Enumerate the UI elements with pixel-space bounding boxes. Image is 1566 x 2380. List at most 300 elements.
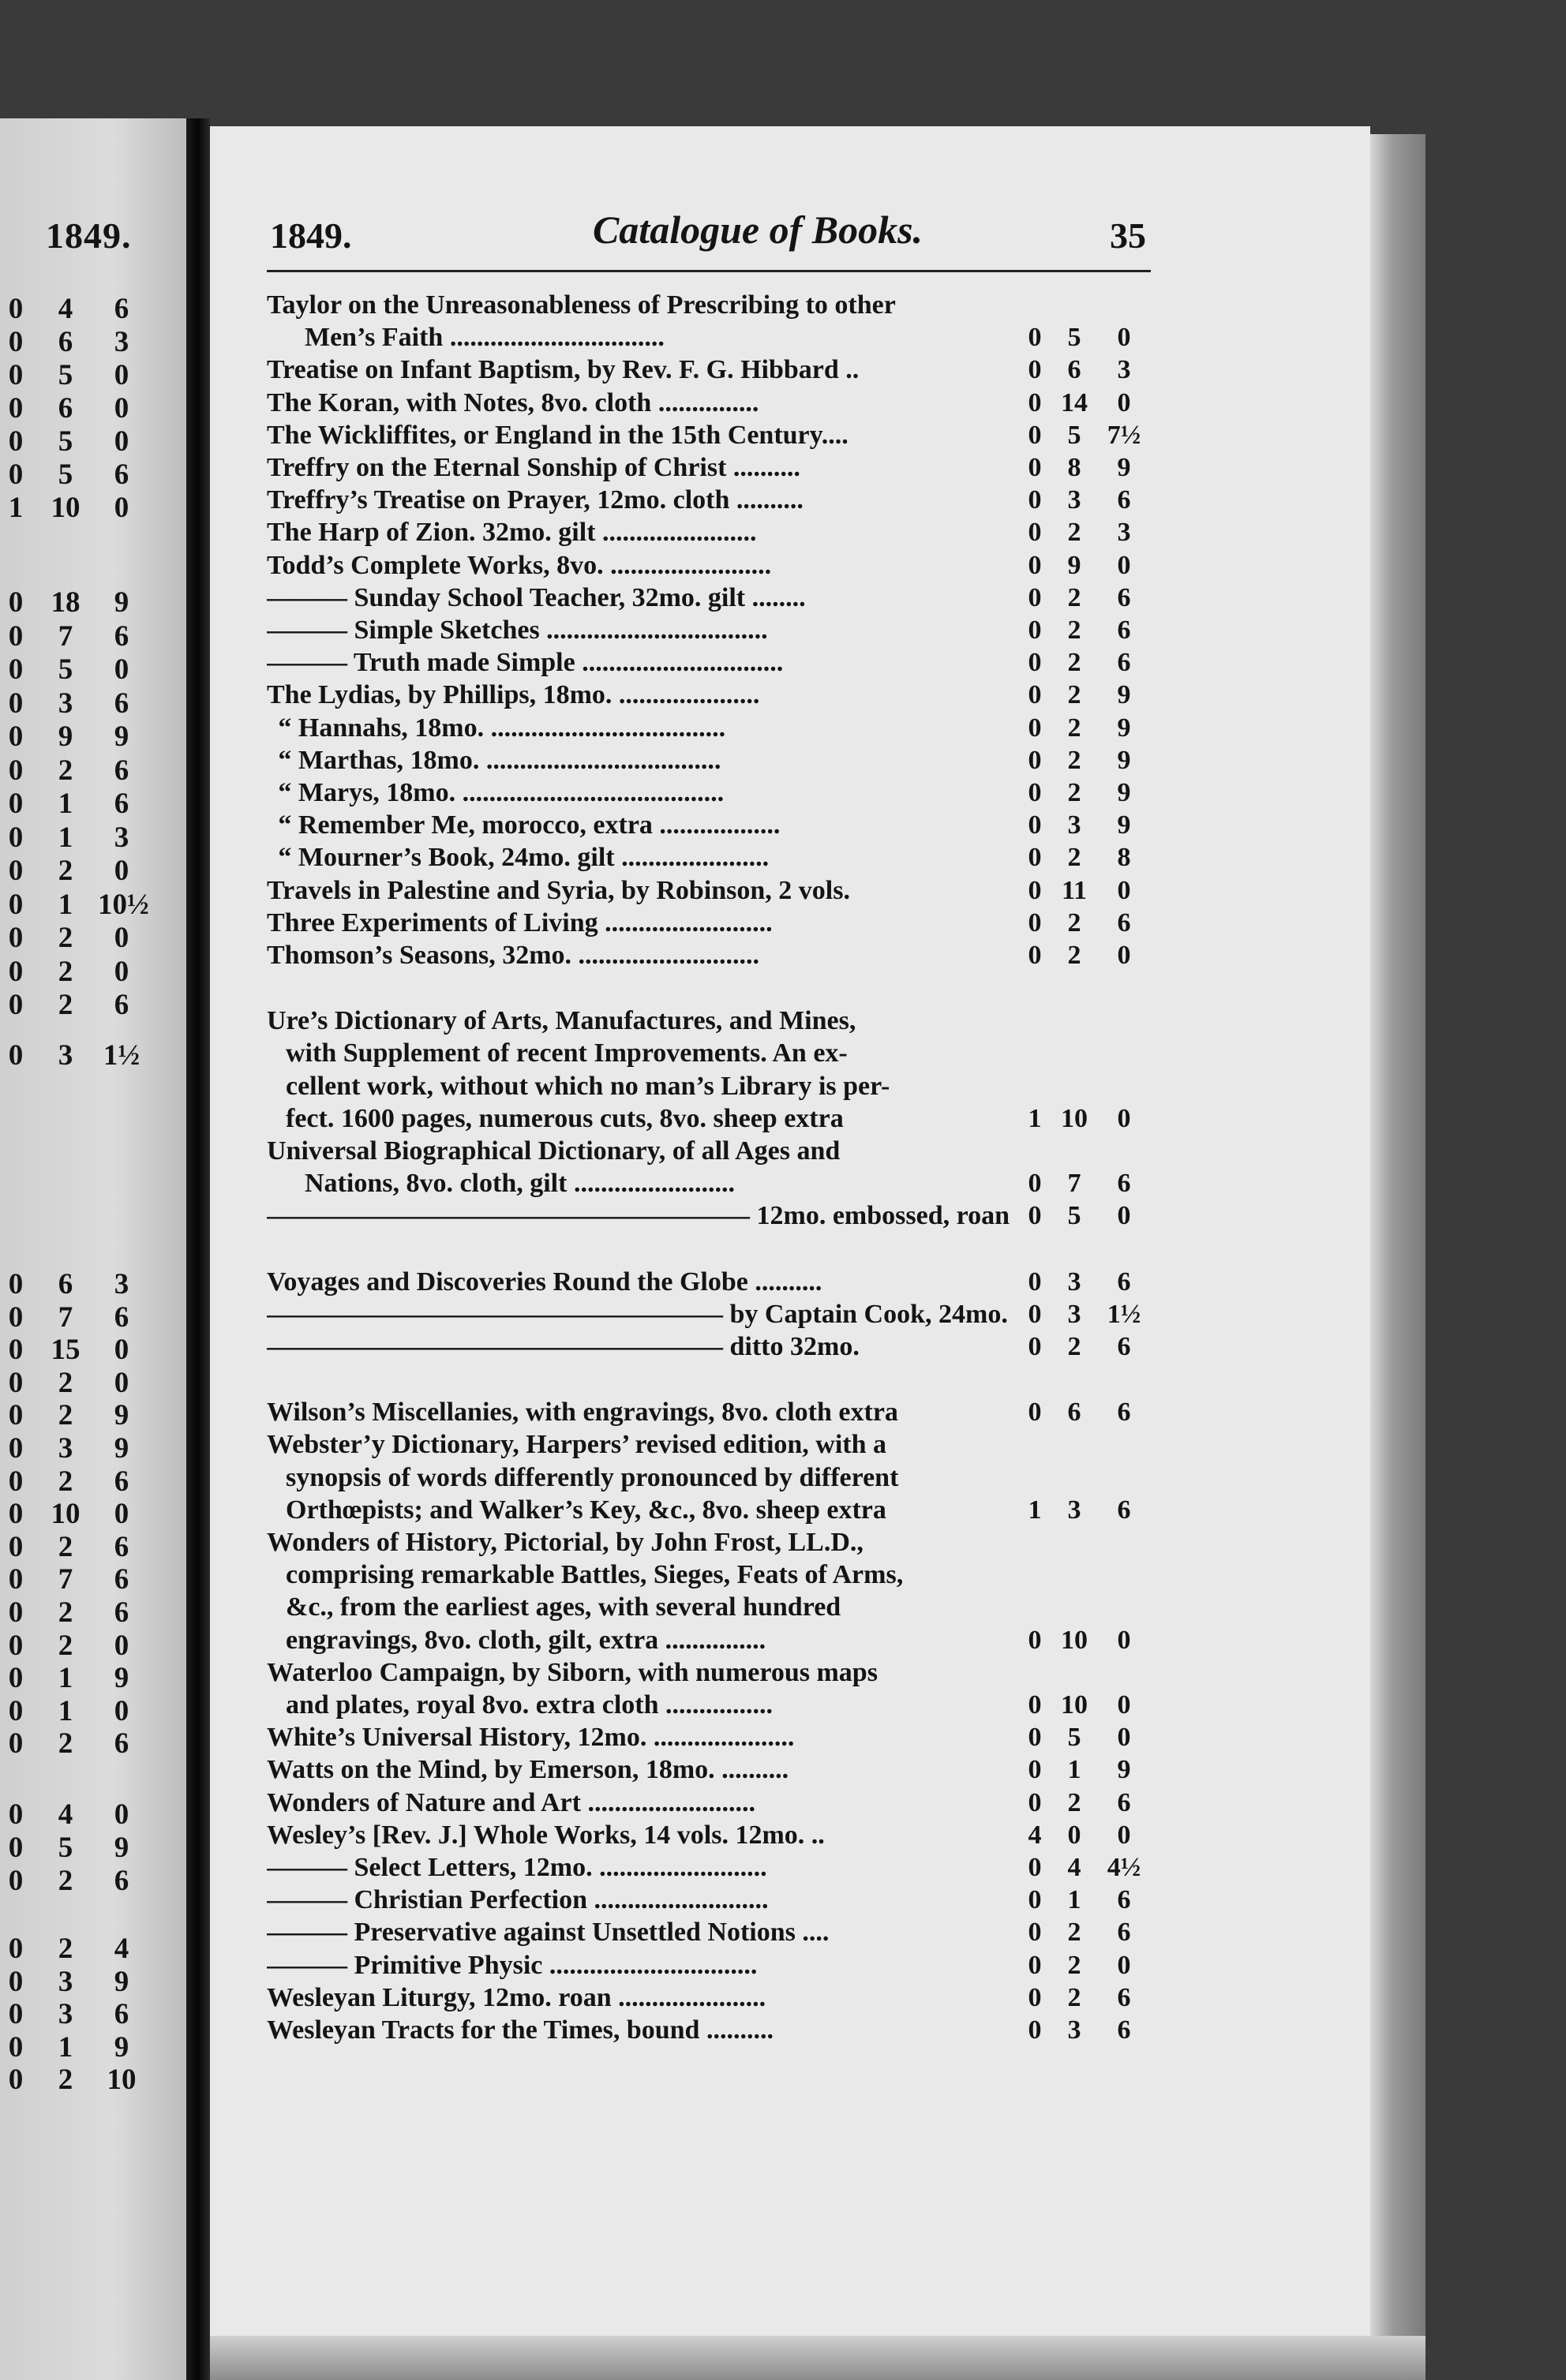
- catalogue-entry-line: [267, 746, 1151, 778]
- catalogue-entry-line: [267, 1788, 1151, 1821]
- catalogue-entry-line: [267, 388, 1151, 421]
- catalogue-entry-line: [267, 1528, 1151, 1560]
- entry-price-pence: 6: [1117, 1332, 1131, 1361]
- entry-price-pounds: 0: [1028, 941, 1042, 970]
- entry-price-shillings: 2: [1067, 1918, 1081, 1947]
- entry-price-shillings: 5: [1067, 323, 1081, 352]
- catalogue-entry-line: [267, 1690, 1151, 1723]
- previous-page-price-pounds: 0: [8, 293, 24, 325]
- entry-price-shillings: 2: [1067, 941, 1081, 970]
- catalogue-entry-line: [267, 583, 1151, 616]
- previous-page-price-pence: 0: [114, 653, 129, 686]
- previous-page-price-shillings: 6: [58, 392, 73, 425]
- previous-page-price-shillings: 2: [58, 855, 73, 887]
- catalogue-entry-line: [267, 778, 1151, 810]
- entry-price-pounds: 0: [1028, 648, 1042, 677]
- entry-price-shillings: 0: [1067, 1821, 1081, 1850]
- catalogue-entry-line: [267, 1398, 1151, 1430]
- entry-title: Men’s Faith ................................: [305, 323, 665, 352]
- entry-price-shillings: 3: [1067, 1495, 1081, 1525]
- previous-page-price-shillings: 5: [58, 653, 73, 686]
- previous-page-price-shillings: 2: [58, 989, 73, 1021]
- previous-page-price-pounds: 0: [8, 1039, 24, 1072]
- entry-title: Wesley’s [Rev. J.] Whole Works, 14 vols. 12mo. ..: [267, 1821, 825, 1850]
- previous-page-price-pence: 6: [114, 1865, 129, 1897]
- catalogue-entry-line: [267, 1038, 1151, 1071]
- previous-page-price-pence: 0: [114, 855, 129, 887]
- entry-title: Waterloo Campaign, by Siborn, with numerous maps: [267, 1658, 878, 1687]
- entry-price-pence: 0: [1117, 1821, 1131, 1850]
- previous-page-price-pounds: 0: [8, 1366, 24, 1399]
- entry-title: Ure’s Dictionary of Arts, Manufactures, and Mines,: [267, 1006, 856, 1035]
- entry-price-shillings: 2: [1067, 648, 1081, 677]
- previous-page-price-pence: 6: [114, 619, 129, 653]
- entry-price-pounds: 0: [1028, 810, 1042, 840]
- catalogue-entry-line: [267, 616, 1151, 648]
- previous-page-price-pounds: 0: [8, 855, 24, 887]
- previous-page-price-shillings: 7: [58, 1563, 73, 1596]
- entry-price-pounds: 1: [1028, 1495, 1042, 1525]
- previous-page-price-shillings: 1: [58, 788, 73, 820]
- previous-page-price-pounds: 0: [8, 1498, 24, 1531]
- entry-price-pence: 0: [1117, 1626, 1131, 1655]
- catalogue-entry-line: [267, 1169, 1151, 1201]
- previous-page-price-shillings: 5: [58, 359, 73, 391]
- previous-page-price-pence: 0: [114, 922, 129, 954]
- previous-page-price-pence: 0: [114, 1798, 129, 1831]
- previous-page-price-pence: 9: [114, 1432, 129, 1465]
- entry-price-pence: 6: [1117, 1495, 1131, 1525]
- entry-price-pounds: 0: [1028, 1885, 1042, 1914]
- catalogue-entry-line: [267, 1592, 1151, 1625]
- entry-title: Treffry on the Eternal Sonship of Christ ..........: [267, 453, 800, 482]
- previous-page-price-shillings: 6: [58, 1268, 73, 1300]
- entry-price-pounds: 0: [1028, 1300, 1042, 1329]
- previous-page-price-pounds: 0: [8, 888, 24, 921]
- catalogue-entry-line: [267, 908, 1151, 941]
- previous-page-price-shillings: 2: [58, 922, 73, 954]
- previous-page-price-shillings: 2: [58, 1629, 73, 1662]
- entry-price-shillings: 2: [1067, 778, 1081, 807]
- catalogue-entry-line: [267, 843, 1151, 875]
- previous-page-price-pounds: 0: [8, 720, 24, 753]
- previous-page-price-shillings: 7: [58, 1300, 73, 1334]
- previous-page-price-shillings: 2: [58, 2064, 73, 2096]
- previous-page-price-pence: 9: [114, 2030, 129, 2064]
- previous-page-price-shillings: 3: [58, 687, 73, 720]
- entry-title: and plates, royal 8vo. extra cloth ................: [286, 1690, 774, 1720]
- entry-title: Watts on the Mind, by Emerson, 18mo. ..........: [267, 1755, 789, 1784]
- previous-page-price-shillings: 3: [58, 1965, 73, 1998]
- previous-page-price-pounds: 0: [8, 1268, 24, 1300]
- previous-page-price-pounds: 0: [8, 1933, 24, 1965]
- entry-price-pounds: 0: [1028, 616, 1042, 645]
- entry-title: comprising remarkable Battles, Sieges, Feats of Arms,: [286, 1560, 904, 1589]
- previous-page-year: 1849.: [46, 215, 132, 256]
- entry-price-pence: 6: [1117, 1398, 1131, 1427]
- entry-price-shillings: 10: [1061, 1626, 1088, 1655]
- entry-title: ——— Primitive Physic ...............................: [267, 1951, 758, 1980]
- page-bottom-edge: [210, 2336, 1426, 2380]
- entry-price-pence: 6: [1117, 1169, 1131, 1198]
- entry-title: “ Marys, 18mo. .......................................: [278, 778, 725, 807]
- entry-price-shillings: 10: [1061, 1104, 1088, 1133]
- catalogue-entry-line: [267, 485, 1151, 518]
- previous-page-price-pounds: 0: [8, 586, 24, 619]
- entry-price-pence: 6: [1117, 616, 1131, 645]
- catalogue-entry-line: [267, 1006, 1151, 1038]
- entry-price-shillings: 2: [1067, 843, 1081, 872]
- entry-price-shillings: 6: [1067, 355, 1081, 384]
- previous-page-price-shillings: 2: [58, 1596, 73, 1629]
- entry-price-shillings: 2: [1067, 1332, 1081, 1361]
- entry-title: ——— Select Letters, 12mo. .........................: [267, 1853, 767, 1882]
- catalogue-entry-line: [267, 1463, 1151, 1495]
- entry-title: engravings, 8vo. cloth, gilt, extra ...............: [286, 1626, 766, 1655]
- entry-price-shillings: 2: [1067, 680, 1081, 709]
- page-edge: [1370, 134, 1426, 2367]
- previous-page-price-shillings: 15: [51, 1334, 81, 1367]
- entry-price-shillings: 1: [1067, 1885, 1081, 1914]
- entry-title: Wesleyan Liturgy, 12mo. roan ......................: [267, 1983, 766, 2012]
- entry-title: Treffry’s Treatise on Prayer, 12mo. cloth ..........: [267, 485, 804, 515]
- entry-price-pounds: 0: [1028, 778, 1042, 807]
- catalogue-entry-line: [267, 323, 1151, 355]
- entry-title: ——— Sunday School Teacher, 32mo. gilt ........: [267, 583, 806, 612]
- entry-title: Wonders of History, Pictorial, by John Frost, LL.D.,: [267, 1528, 864, 1557]
- previous-page-price-shillings: 6: [58, 326, 73, 358]
- entry-price-shillings: 2: [1067, 1951, 1081, 1980]
- catalogue-entry-line: [267, 551, 1151, 583]
- previous-page-price-pence: 10½: [98, 888, 149, 921]
- entry-price-pounds: 0: [1028, 1398, 1042, 1427]
- previous-page-price-pounds: 0: [8, 1465, 24, 1498]
- entry-title: Nations, 8vo. cloth, gilt ........................: [305, 1169, 735, 1198]
- entry-price-pounds: 0: [1028, 1626, 1042, 1655]
- entry-price-pounds: 0: [1028, 1723, 1042, 1752]
- previous-page-price-shillings: 1: [58, 888, 73, 921]
- previous-page-price-pence: 9: [114, 1399, 129, 1432]
- entry-price-pence: 9: [1117, 746, 1131, 775]
- catalogue-entry-line: [267, 1918, 1151, 1950]
- entry-price-pence: 6: [1117, 908, 1131, 937]
- entry-price-pounds: 0: [1028, 1690, 1042, 1720]
- previous-page-price-pence: 0: [114, 1629, 129, 1662]
- entry-price-shillings: 3: [1067, 1300, 1081, 1329]
- entry-title: Thomson’s Seasons, 32mo. ...........................: [267, 941, 760, 970]
- catalogue-entry-line: [267, 518, 1151, 550]
- previous-page-price-pounds: 0: [8, 2064, 24, 2096]
- previous-page-price-pounds: 0: [8, 1727, 24, 1761]
- entry-title: The Lydias, by Phillips, 18mo. .....................: [267, 680, 760, 709]
- entry-price-pounds: 0: [1028, 2015, 1042, 2045]
- entry-title: Wesleyan Tracts for the Times, bound ..........: [267, 2015, 774, 2045]
- previous-page-price-pounds: 0: [8, 458, 24, 491]
- previous-page-price-pounds: 0: [8, 754, 24, 787]
- entry-price-pence: 3: [1117, 355, 1131, 384]
- entry-title: The Wickliffites, or England in the 15th Century....: [267, 421, 849, 450]
- previous-page-price-pence: 9: [114, 720, 129, 753]
- entry-price-shillings: 6: [1067, 1398, 1081, 1427]
- entry-title: fect. 1600 pages, numerous cuts, 8vo. sheep extra: [286, 1104, 844, 1133]
- catalogue-entry-line: [267, 648, 1151, 680]
- entry-title: ——— Truth made Simple ..............................: [267, 648, 784, 677]
- entry-price-pounds: 0: [1028, 746, 1042, 775]
- entry-title: ——— Christian Perfection ..........................: [267, 1885, 769, 1914]
- catalogue-entry-line: [267, 1104, 1151, 1136]
- entry-title: &c., from the earliest ages, with several hundred: [286, 1592, 841, 1622]
- entry-price-pounds: 0: [1028, 583, 1042, 612]
- catalogue-entry-line: [267, 876, 1151, 908]
- previous-page-price-pence: 9: [114, 1832, 129, 1864]
- entry-title: ————————————————— ditto 32mo.: [267, 1332, 860, 1361]
- entry-price-pounds: 0: [1028, 421, 1042, 450]
- entry-price-shillings: 10: [1061, 1690, 1088, 1720]
- entry-title: Taylor on the Unreasonableness of Prescribing to other: [267, 290, 896, 320]
- previous-page-price-pence: 6: [114, 1727, 129, 1761]
- previous-page-price-shillings: 1: [58, 2030, 73, 2064]
- entry-price-shillings: 7: [1067, 1169, 1081, 1198]
- catalogue-entry-line: [267, 1658, 1151, 1690]
- entry-price-shillings: 3: [1067, 810, 1081, 840]
- previous-page-price-pounds: 0: [8, 1998, 24, 2030]
- entry-price-pence: 8: [1117, 843, 1131, 872]
- previous-page-price-pence: 6: [114, 1465, 129, 1498]
- entry-price-pence: 9: [1117, 810, 1131, 840]
- previous-page-price-shillings: 2: [58, 1465, 73, 1498]
- entry-price-pence: 1½: [1107, 1300, 1141, 1329]
- previous-page-price-pounds: 0: [8, 392, 24, 425]
- entry-price-pence: 6: [1117, 1885, 1131, 1914]
- entry-price-pounds: 0: [1028, 518, 1042, 547]
- previous-page-price-pounds: 0: [8, 1432, 24, 1465]
- entry-title: cellent work, without which no man’s Library is per-: [286, 1072, 890, 1101]
- previous-page-price-shillings: 5: [58, 425, 73, 458]
- entry-price-pence: 0: [1117, 551, 1131, 580]
- entry-price-shillings: 3: [1067, 2015, 1081, 2045]
- entry-title: Treatise on Infant Baptism, by Rev. F. G. Hibbard ..: [267, 355, 860, 384]
- catalogue-entry-line: [267, 1136, 1151, 1169]
- previous-page-price-pence: 0: [114, 425, 129, 458]
- previous-page-price-shillings: 10: [51, 1498, 81, 1531]
- entry-title: The Harp of Zion. 32mo. gilt .......................: [267, 518, 757, 547]
- previous-page-price-pounds: 0: [8, 1399, 24, 1432]
- entry-price-shillings: 2: [1067, 1788, 1081, 1817]
- catalogue-entry-line: [267, 1853, 1151, 1885]
- entry-price-pounds: 0: [1028, 1332, 1042, 1361]
- previous-page-price-pounds: 0: [8, 1965, 24, 1998]
- entry-price-pounds: 0: [1028, 485, 1042, 515]
- entry-price-pence: 6: [1117, 2015, 1131, 2045]
- catalogue-entry-line: [267, 1755, 1151, 1787]
- previous-page-price-pounds: 0: [8, 922, 24, 954]
- entry-price-shillings: 2: [1067, 908, 1081, 937]
- previous-page-price-shillings: 3: [58, 1432, 73, 1465]
- entry-price-pounds: 0: [1028, 1755, 1042, 1784]
- header-rule: [267, 270, 1151, 272]
- entry-price-pounds: 0: [1028, 1983, 1042, 2012]
- previous-page-price-shillings: 5: [58, 458, 73, 491]
- entry-title: ————————————————— by Captain Cook, 24mo.: [267, 1300, 1008, 1329]
- previous-page-price-shillings: 3: [58, 1039, 73, 1072]
- entry-price-pounds: 0: [1028, 1788, 1042, 1817]
- entry-price-pence: 9: [1117, 1755, 1131, 1784]
- previous-page-price-shillings: 2: [58, 955, 73, 988]
- catalogue-entry-line: [267, 810, 1151, 843]
- previous-page-price-pounds: 0: [8, 619, 24, 653]
- catalogue-entry-line: [267, 1626, 1151, 1658]
- catalogue-entry-line: [267, 1821, 1151, 1853]
- previous-page-price-pence: 6: [114, 1596, 129, 1629]
- catalogue-entry-line: [267, 1332, 1151, 1364]
- entry-title: Webster’y Dictionary, Harpers’ revised edition, with a: [267, 1430, 887, 1459]
- previous-page-price-pounds: 0: [8, 1563, 24, 1596]
- previous-page-price-pounds: 0: [8, 1662, 24, 1695]
- entry-title: Wilson’s Miscellanies, with engravings, 8vo. cloth extra: [267, 1398, 898, 1427]
- previous-page-price-pounds: 0: [8, 788, 24, 820]
- previous-page-price-pence: 0: [114, 1498, 129, 1531]
- entry-price-pounds: 0: [1028, 1918, 1042, 1947]
- entry-price-shillings: 2: [1067, 616, 1081, 645]
- previous-page-price-pounds: 0: [8, 1629, 24, 1662]
- previous-page-price-pence: 6: [114, 293, 129, 325]
- previous-page-price-pence: 9: [114, 1662, 129, 1695]
- previous-page-price-shillings: 1: [58, 1694, 73, 1727]
- entry-price-shillings: 3: [1067, 1267, 1081, 1297]
- previous-page-price-pence: 0: [114, 1366, 129, 1399]
- previous-page-price-shillings: 2: [58, 754, 73, 787]
- entry-price-shillings: 2: [1067, 746, 1081, 775]
- previous-page-price-pence: 0: [114, 392, 129, 425]
- entry-price-pounds: 0: [1028, 680, 1042, 709]
- entry-price-pounds: 0: [1028, 876, 1042, 905]
- previous-page-price-pence: 1½: [103, 1039, 140, 1072]
- entry-price-pounds: 0: [1028, 453, 1042, 482]
- previous-page-price-pounds: 0: [8, 1300, 24, 1334]
- previous-page-price-pence: 6: [114, 754, 129, 787]
- entry-price-pence: 6: [1117, 1788, 1131, 1817]
- entry-price-shillings: 5: [1067, 1723, 1081, 1752]
- previous-page-price-pounds: 0: [8, 2030, 24, 2064]
- entry-title: White’s Universal History, 12mo. .....................: [267, 1723, 795, 1752]
- catalogue-entry-line: [267, 1300, 1151, 1332]
- entry-price-pounds: 0: [1028, 713, 1042, 743]
- entry-title: “ Remember Me, morocco, extra ..................: [278, 810, 781, 840]
- entry-price-pence: 6: [1117, 583, 1131, 612]
- entry-price-shillings: 5: [1067, 1201, 1081, 1230]
- previous-page-price-pence: 0: [114, 359, 129, 391]
- previous-page-price-pence: 0: [114, 955, 129, 988]
- previous-page-price-shillings: 9: [58, 720, 73, 753]
- previous-page-price-shillings: 3: [58, 1998, 73, 2030]
- previous-page-price-pounds: 0: [8, 1832, 24, 1864]
- entry-title: Travels in Palestine and Syria, by Robinson, 2 vols.: [267, 876, 850, 905]
- previous-page-price-shillings: 4: [58, 1798, 73, 1831]
- previous-page-price-shillings: 4: [58, 293, 73, 325]
- entry-title: with Supplement of recent Improvements. An ex-: [286, 1038, 848, 1068]
- catalogue-entry-line: [267, 713, 1151, 746]
- entry-price-pence: 9: [1117, 680, 1131, 709]
- previous-page-price-pounds: 0: [8, 359, 24, 391]
- previous-page-price-shillings: 1: [58, 1662, 73, 1695]
- entry-price-pence: 4½: [1107, 1853, 1141, 1882]
- previous-page-price-pounds: 0: [8, 955, 24, 988]
- previous-page-price-shillings: 18: [51, 586, 81, 619]
- entry-title: The Koran, with Notes, 8vo. cloth ...............: [267, 388, 759, 417]
- entry-title: ——— Preservative against Unsettled Notions ....: [267, 1918, 830, 1947]
- entry-price-pounds: 0: [1028, 388, 1042, 417]
- entry-price-pounds: 0: [1028, 1169, 1042, 1198]
- entry-price-shillings: 11: [1061, 876, 1088, 905]
- previous-page-price-pounds: 0: [8, 1865, 24, 1897]
- previous-page-price-pence: 6: [114, 458, 129, 491]
- book-gutter: [186, 118, 210, 2380]
- previous-page-price-shillings: 5: [58, 1832, 73, 1864]
- catalogue-entry-line: [267, 1267, 1151, 1300]
- previous-page-price-pounds: 0: [8, 1596, 24, 1629]
- catalogue-entry-line: [267, 2015, 1151, 2048]
- previous-page-price-pence: 3: [114, 1268, 129, 1300]
- entry-price-pounds: 4: [1028, 1821, 1042, 1850]
- previous-page-price-pence: 3: [114, 821, 129, 854]
- catalogue-entry-line: [267, 1723, 1151, 1755]
- entry-price-pence: 0: [1117, 876, 1131, 905]
- previous-page-price-pounds: 0: [8, 326, 24, 358]
- entry-price-pence: 6: [1117, 485, 1131, 515]
- entry-price-pence: 6: [1117, 648, 1131, 677]
- catalogue-entry-line: [267, 1201, 1151, 1233]
- previous-page-price-pence: 6: [114, 1300, 129, 1334]
- entry-price-pence: 0: [1117, 323, 1131, 352]
- entry-price-pence: 9: [1117, 453, 1131, 482]
- catalogue-entry-line: [267, 421, 1151, 453]
- entry-title: Three Experiments of Living .........................: [267, 908, 773, 937]
- entry-title: “ Hannahs, 18mo. ...................................: [278, 713, 726, 743]
- entry-price-pounds: 0: [1028, 355, 1042, 384]
- catalogue-entry-line: [267, 1072, 1151, 1104]
- previous-page-price-pounds: 0: [8, 1334, 24, 1367]
- previous-page-price-shillings: 2: [58, 1865, 73, 1897]
- entry-price-pounds: 0: [1028, 908, 1042, 937]
- entry-title: —————————————————— 12mo. embossed, roan: [267, 1201, 1010, 1230]
- catalogue-entry-line: [267, 1983, 1151, 2015]
- previous-page-price-shillings: 10: [51, 492, 81, 524]
- previous-page-price-shillings: 2: [58, 1366, 73, 1399]
- previous-page-price-pounds: 0: [8, 1530, 24, 1563]
- previous-page-price-pounds: 0: [8, 687, 24, 720]
- catalogue-entry-line: [267, 1495, 1151, 1528]
- entry-price-pence: 7½: [1107, 421, 1141, 450]
- previous-page-price-shillings: 1: [58, 821, 73, 854]
- entry-price-pence: 0: [1117, 941, 1131, 970]
- entry-price-pence: 0: [1117, 1201, 1131, 1230]
- entry-price-pence: 6: [1117, 1267, 1131, 1297]
- entry-title: Orthœpists; and Walker’s Key, &c., 8vo. sheep extra: [286, 1495, 886, 1525]
- entry-price-pounds: 0: [1028, 843, 1042, 872]
- entry-price-pence: 0: [1117, 1690, 1131, 1720]
- entry-price-shillings: 4: [1067, 1853, 1081, 1882]
- entry-price-pence: 0: [1117, 1951, 1131, 1980]
- catalogue-entry-line: [267, 1951, 1151, 1983]
- entry-price-pounds: 0: [1028, 1853, 1042, 1882]
- entry-title: Wonders of Nature and Art .........................: [267, 1788, 755, 1817]
- entry-title: ——— Simple Sketches .................................: [267, 616, 768, 645]
- entry-price-shillings: 1: [1067, 1755, 1081, 1784]
- entry-price-shillings: 8: [1067, 453, 1081, 482]
- previous-page-price-pence: 10: [107, 2064, 137, 2096]
- previous-page-price-pence: 0: [114, 1694, 129, 1727]
- entry-price-shillings: 3: [1067, 485, 1081, 515]
